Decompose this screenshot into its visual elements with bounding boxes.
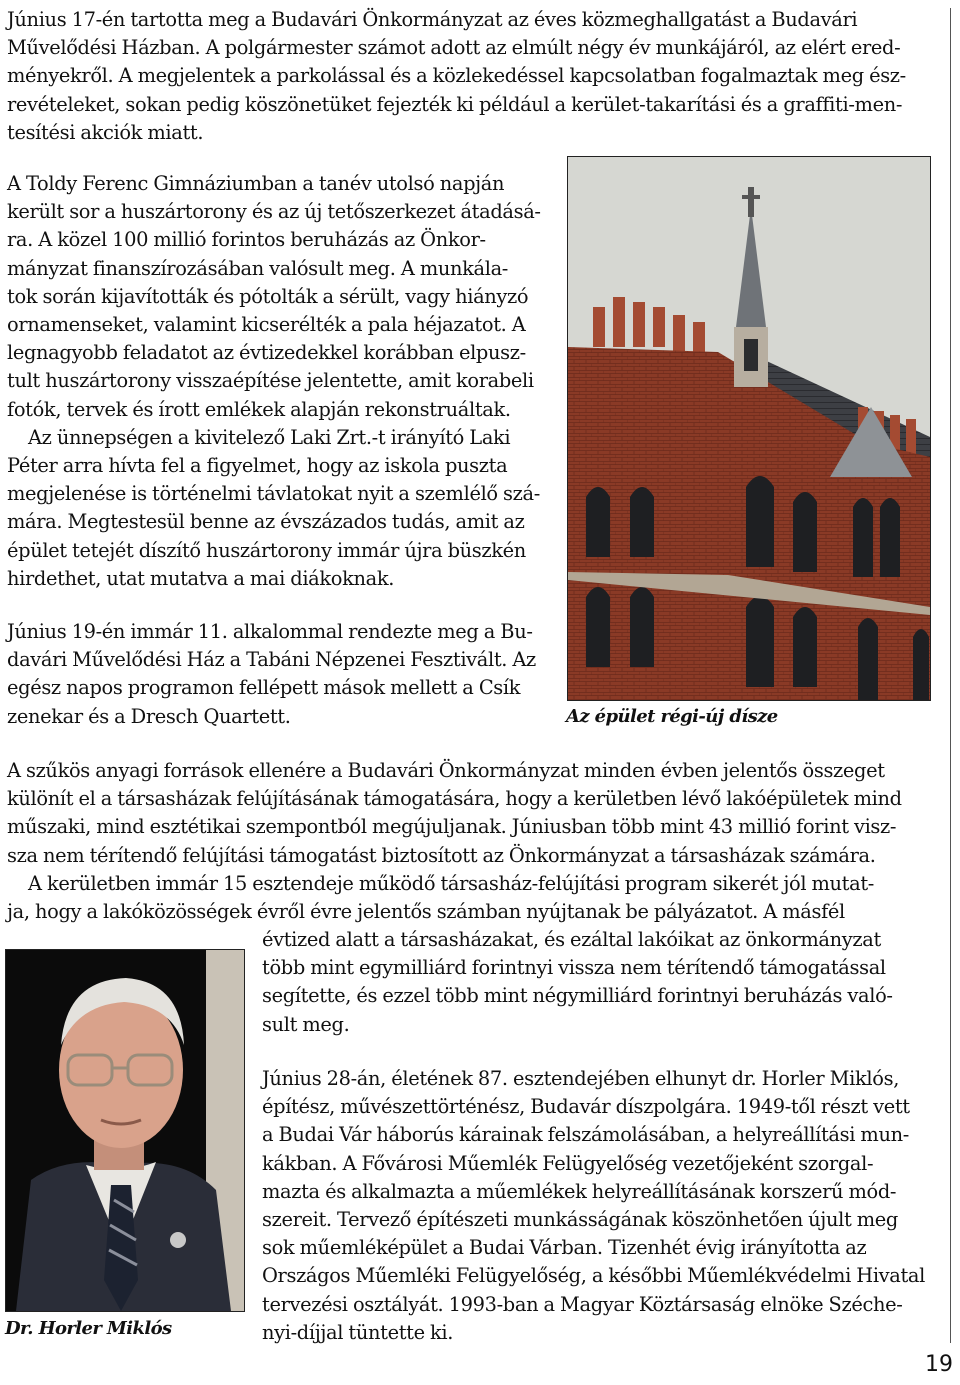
text-line: legnagyobb feladatot az évtizedekkel korábban elpusz- [7,341,526,365]
text-line: sza nem térítendő felújítási támogatást biztosított az Önkormányzat a társasházak számára. [7,843,876,867]
portrait-illustration [6,950,244,1311]
text-line: davári Művelődési Ház a Tabáni Népzenei Fesztivált. Az [7,648,536,672]
text-line: tesítési akciók miatt. [7,120,204,144]
portrait-caption: Dr. Horler Miklós [5,1318,172,1339]
page-number: 19 [925,1352,953,1377]
text-line: Péter arra hívta fel a figyelmet, hogy az iskola puszta [7,454,508,478]
text-line: Művelődési Házban. A polgármester számot adott az elmúlt négy év munkájáról, az elért ered- [7,36,901,60]
text-line: segítette, és ezzel több mint négymilliárd forintnyi beruházás való- [262,984,893,1008]
text-line: hirdethet, utat mutatva a mai diákoknak. [7,566,395,590]
building-photo-caption: Az épület régi-új dísze [566,706,778,727]
text-line: tervezési osztályát. 1993-ban a Magyar Köztársaság elnöke Széche- [262,1292,903,1316]
right-margin-rule [950,8,951,1343]
text-line: került sor a huszártorony és az új tetőszerkezet átadásá- [7,200,541,224]
text-line: mára. Megtestesül benne az évszázados tudás, amit az [7,510,525,534]
building-illustration [568,157,930,700]
text-line: ményekről. A megjelentek a parkolással és a közlekedéssel kapcsolatban fogalmaztak meg ész- [7,64,906,88]
toldy-paragraph [7,170,552,593]
text-line: nyi-díjjal tüntette ki. [262,1320,454,1344]
text-line: Országos Műemléki Felügyelőség, a későbbi Műemlékvédelmi Hivatal [262,1264,925,1288]
text-line: Június 28-án, életének 87. esztendejében elhunyt dr. Horler Miklós, [262,1067,900,1090]
text-line: tult huszártorony visszaépítése jelentette, amit korabeli [7,369,534,393]
text-line: A szűkös anyagi források ellenére a Budavári Önkormányzat minden évben jelentős összeget [7,759,885,782]
text-line: ornamenseket, valamint kicserélték a pala héjazatot. A [7,313,526,337]
text-line: Június 17-én tartotta meg a Budavári Önkormányzat az éves közmeghallgatást a Budavári [7,8,858,31]
intro-paragraph [7,6,929,147]
building-photo [567,156,931,701]
text-line: ra. A közel 100 millió forintos beruházás az Önkor- [7,228,486,252]
text-line: építész, művészettörténész, Budavár díszpolgára. 1949-től részt vett [262,1095,910,1119]
text-line: megjelenése is történelmi távlatokat nyit a szemlélő szá- [7,482,540,506]
text-line: épület tetejét díszítő huszártorony immár újra büszkén [7,538,526,562]
text-line: Június 19-én immár 11. alkalommal rendezte meg a Bu- [7,620,533,643]
text-line: a Budai Vár háborús kárainak felszámolásában, a helyreállítási mun- [262,1123,909,1147]
text-line: mazta és alkalmazta a műemlékek helyreállításának korszerű mód- [262,1179,897,1203]
festival-paragraph [7,618,552,731]
text-line: A Toldy Ferenc Gimnáziumban a tanév utolsó napján [7,172,505,195]
text-line: szereit. Tervező építészeti munkásságának köszönhetően újult meg [262,1208,898,1232]
text-line: zenekar és a Dresch Quartett. [7,704,291,728]
text-line: sok műemléképület a Budai Várban. Tizenhét évig irányította az [262,1236,867,1260]
text-line: egész napos programon fellépett mások mellett a Csík [7,676,521,700]
text-line: A kerületben immár 15 esztendeje működő társasház-felújítási program sikerét jól mutat- [28,871,874,895]
text-line: ja, hogy a lakóközösségek évről évre jelentős számban nyújtanak be pályázatot. A másfél [7,900,845,924]
text-line: mányzat finanszírozásában valósult meg. A munkála- [7,256,509,280]
housing-paragraph [7,757,929,926]
text-line: több mint egymilliárd forintnyi vissza nem térítendő támogatással [262,956,886,980]
text-line: műszaki, mind esztétikai szempontból megújuljanak. Júniusban több mint 43 millió forint visz- [7,815,897,839]
text-line: kákban. A Fővárosi Műemlék Felügyelőség vezetőjeként szorgal- [262,1151,874,1175]
text-line: revételeket, sokan pedig köszönetüket fejezték ki például a kerület-takarítási és a graffiti-men- [7,92,903,116]
text-line: évtized alatt a társasházakat, és ezáltal lakóikat az önkormányzat [262,928,881,951]
text-line: sult meg. [262,1012,350,1036]
housing-continuation [262,926,930,1039]
portrait-photo [5,949,245,1312]
text-line: különít el a társasházak felújításának támogatására, hogy a kerületben lévő lakóépületek mind [7,787,902,811]
text-line: fotók, tervek és írott emlékek alapján rekonstruáltak. [7,397,511,421]
text-line: Az ünnepségen a kivitelező Laki Zrt.-t irányító Laki [28,425,511,449]
text-line: tok során kijavították és pótolták a sérült, vagy hiányzó [7,284,529,308]
horler-paragraph [262,1065,930,1347]
